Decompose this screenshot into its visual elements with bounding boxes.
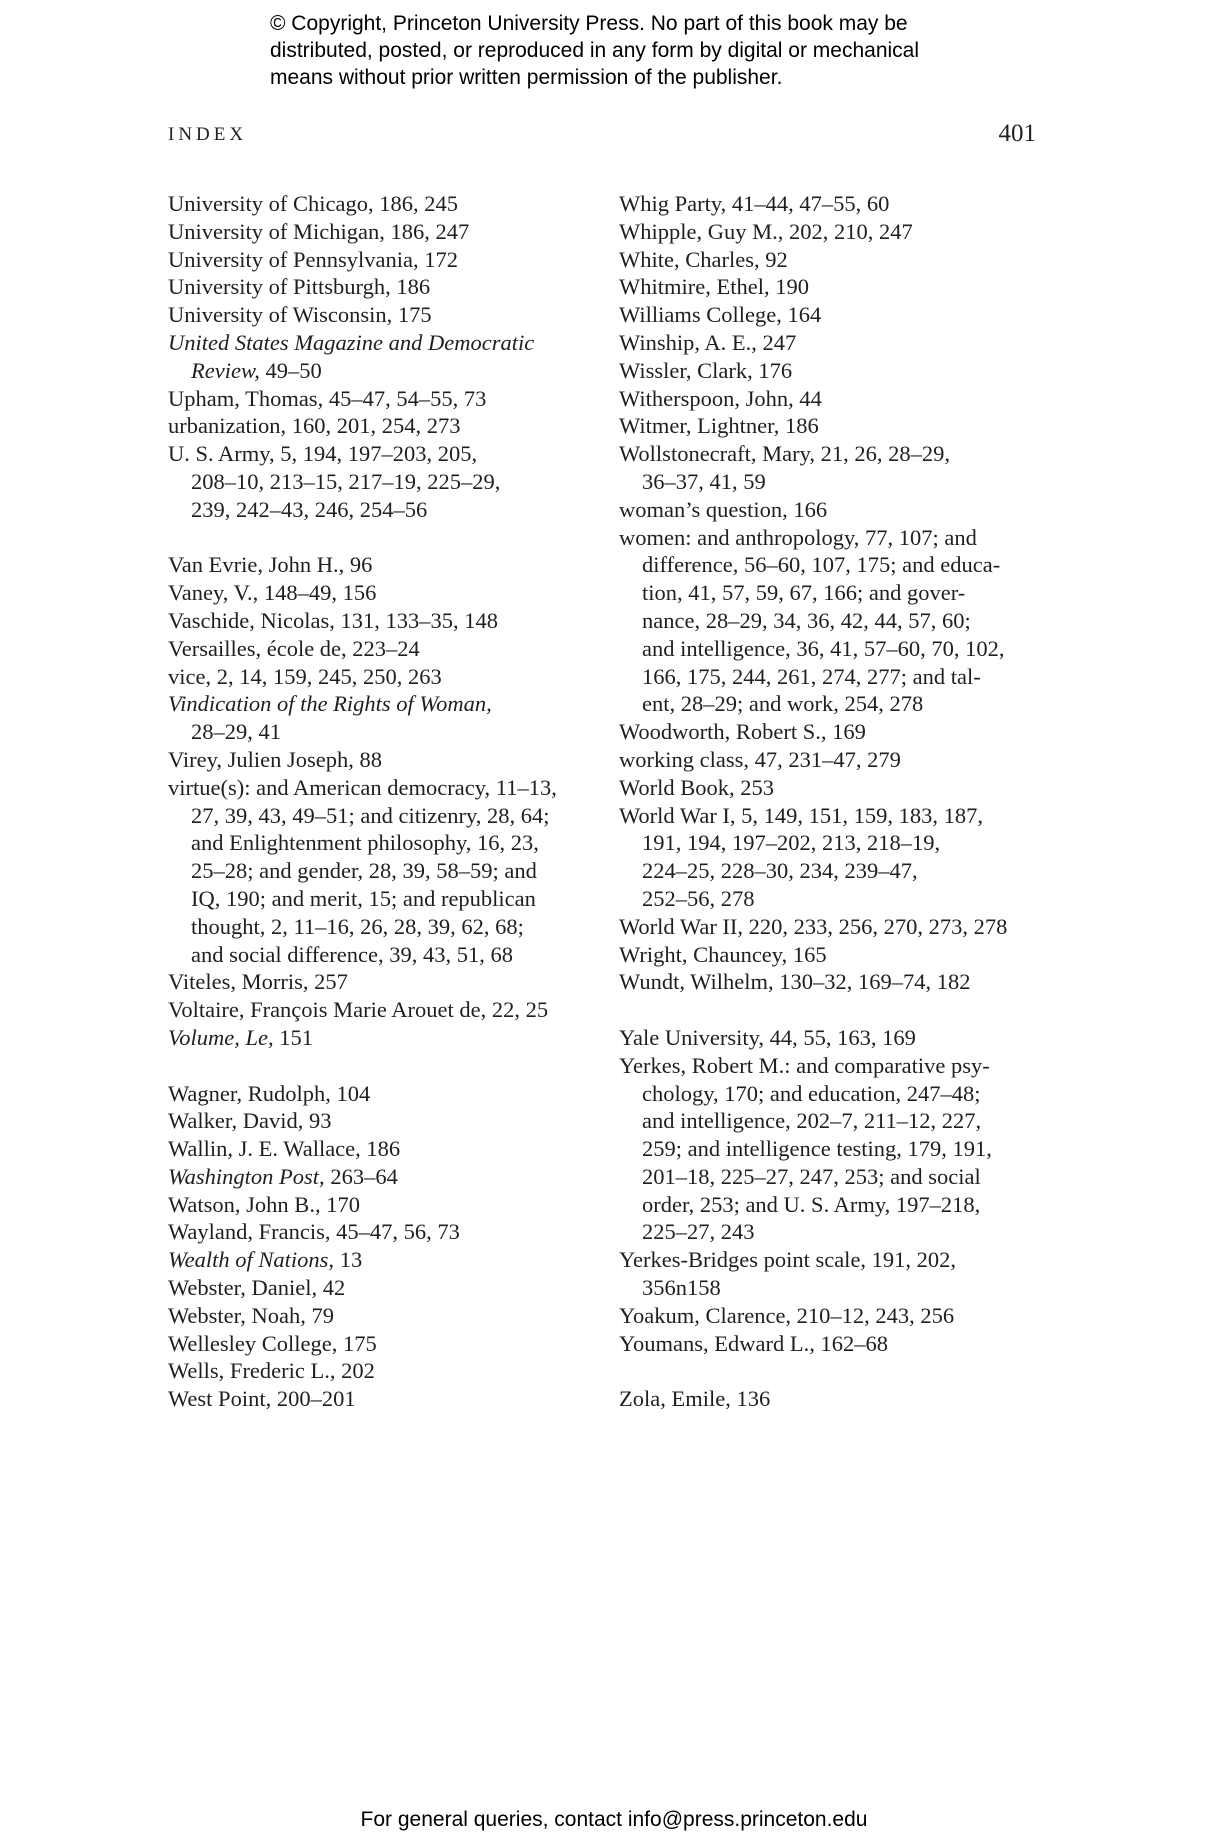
- index-entry-text: 49–50: [259, 357, 322, 383]
- index-entry-text: Vaschide, Nicolas, 131, 133–35, 148: [168, 607, 498, 633]
- index-entry: [619, 412, 1039, 440]
- index-entry: [168, 1246, 598, 1274]
- index-entry-text: Youmans, Edward L., 162–68: [619, 1330, 888, 1356]
- index-entry-text: 28–29, 41: [191, 719, 281, 745]
- index-entry-text: Wells, Frederic L., 202: [168, 1358, 375, 1384]
- index-entry-text: Wollstonecraft, Mary, 21, 26, 28–29, 36–37, 41, 59: [619, 441, 951, 494]
- index-entry-text: Voltaire, François Marie Arouet de, 22, 25: [168, 997, 549, 1023]
- index-entry-text: Wallin, J. E. Wallace, 186: [168, 1136, 401, 1162]
- index-entry: [168, 190, 598, 218]
- page-number: 401: [998, 120, 1036, 147]
- index-entry: [168, 635, 598, 663]
- index-column-right: [619, 190, 1039, 1413]
- index-entry-text: U. S. Army, 5, 194, 197–203, 205, 208–10, 213–15, 217–19, 225–29, 239, 242–43, 246, 254–56: [168, 441, 501, 522]
- index-entry-text: Walker, David, 93: [168, 1108, 332, 1134]
- copyright-line: means without prior written permission of the publisher.: [270, 66, 783, 89]
- index-entry-title: Vindication of the Rights of Woman,: [168, 691, 492, 717]
- index-entry: [619, 718, 1039, 746]
- index-entry: [619, 385, 1039, 413]
- index-entry: [619, 440, 1039, 496]
- index-entry: [168, 1080, 598, 1108]
- index-entry: [619, 329, 1039, 357]
- index-entry-title: United States Magazine and Democratic Review,: [168, 329, 535, 383]
- index-entry-text: Witherspoon, John, 44: [619, 385, 822, 411]
- index-entry-text: Wissler, Clark, 176: [619, 357, 793, 383]
- index-entry: [168, 1135, 598, 1163]
- index-entry: [619, 1385, 1039, 1413]
- index-entry: [168, 1385, 598, 1413]
- letter-group-gap: [168, 1052, 598, 1080]
- index-entry: [168, 746, 598, 774]
- index-entry: [168, 218, 598, 246]
- index-entry-text: Whitmire, Ethel, 190: [619, 274, 809, 300]
- index-entry: [168, 551, 598, 579]
- index-column-left: [168, 190, 598, 1413]
- index-entry-text: University of Pittsburgh, 186: [168, 274, 431, 300]
- index-entry-text: Viteles, Morris, 257: [168, 969, 348, 995]
- index-entry-text: Yerkes, Robert M.: and comparative psy- chology, 170; and education, 247–48; and intelligence, 202–7, 211–12, 227, 259; and intelligence testing, 179, 191, 201–18, 225–27, 247, 253; and social order, 253; and U. S. Army, 197–218, 225–27, 243: [619, 1052, 992, 1245]
- index-entry: [619, 273, 1039, 301]
- index-entry-text: Vaney, V., 148–49, 156: [168, 580, 377, 606]
- index-entry-text: World Book, 253: [619, 774, 775, 800]
- index-entry: [168, 968, 598, 996]
- index-entry: [168, 412, 598, 440]
- index-entry-text: World War II, 220, 233, 256, 270, 273, 278: [619, 913, 1008, 939]
- index-entry-text: University of Wisconsin, 175: [168, 302, 432, 328]
- index-entry: [619, 746, 1039, 774]
- index-entry-text: Webster, Noah, 79: [168, 1302, 334, 1328]
- index-entry-title: Volume, Le,: [168, 1024, 274, 1050]
- index-entry-text: women: and anthropology, 77, 107; and difference, 56–60, 107, 175; and educa- tion, 41, 57, 59, 67, 166; and gover- nance, 28–29, 34, 36, 42, 44, 57, 60; and intelligence, 36, 41, 57–60, 70, 102, 166, 175, 244, 261, 274, 277; and tal- ent, 28–29; and work, 254, 278: [619, 524, 1005, 717]
- index-entry-text: Wundt, Wilhelm, 130–32, 169–74, 182: [619, 969, 971, 995]
- footer-contact: For general queries, contact info@press.princeton.edu: [360, 1808, 868, 1831]
- index-entry: [619, 968, 1039, 996]
- index-entry: [619, 941, 1039, 969]
- index-entry: [619, 1330, 1039, 1358]
- index-entry: [619, 357, 1039, 385]
- index-entry: [168, 579, 598, 607]
- index-entry-text: Watson, John B., 170: [168, 1191, 360, 1217]
- copyright-notice: [270, 10, 1030, 91]
- index-entry: [168, 1218, 598, 1246]
- index-entry: [619, 1052, 1039, 1247]
- index-entry-text: West Point, 200–201: [168, 1386, 356, 1412]
- index-entry-text: University of Michigan, 186, 247: [168, 218, 470, 244]
- index-entry-text: Wright, Chauncey, 165: [619, 941, 827, 967]
- index-entry: [168, 246, 598, 274]
- index-entry: [168, 1024, 598, 1052]
- index-entry-title: Wealth of Nations,: [168, 1247, 335, 1273]
- index-entry: [168, 996, 598, 1024]
- index-entry-text: Wayland, Francis, 45–47, 56, 73: [168, 1219, 460, 1245]
- copyright-line: © Copyright, Princeton University Press. No part of this book may be: [270, 12, 908, 35]
- index-entry: [619, 301, 1039, 329]
- index-entry: [168, 1163, 598, 1191]
- index-entry-text: urbanization, 160, 201, 254, 273: [168, 413, 461, 439]
- index-entry: [619, 802, 1039, 913]
- index-entry-text: Woodworth, Robert S., 169: [619, 719, 866, 745]
- index-entry: [168, 1330, 598, 1358]
- index-entry-text: White, Charles, 92: [619, 246, 788, 272]
- index-entry-text: vice, 2, 14, 159, 245, 250, 263: [168, 663, 442, 689]
- letter-group-gap: [168, 524, 598, 552]
- index-entry-text: Van Evrie, John H., 96: [168, 552, 373, 578]
- index-entry-text: Wagner, Rudolph, 104: [168, 1080, 371, 1106]
- index-entry: [619, 1302, 1039, 1330]
- index-entry-text: Upham, Thomas, 45–47, 54–55, 73: [168, 385, 487, 411]
- index-entry-text: Webster, Daniel, 42: [168, 1275, 346, 1301]
- index-entry: [168, 329, 598, 385]
- index-entry: [619, 246, 1039, 274]
- index-entry: [619, 190, 1039, 218]
- index-entry: [168, 607, 598, 635]
- index-entry-text: Zola, Emile, 136: [619, 1386, 771, 1412]
- index-entry: [619, 524, 1039, 719]
- index-entry-text: woman’s question, 166: [619, 496, 828, 522]
- index-entry: [619, 774, 1039, 802]
- index-entry-text: University of Chicago, 186, 245: [168, 191, 458, 216]
- index-entry-title: Washington Post,: [168, 1163, 325, 1189]
- index-entry: [168, 1274, 598, 1302]
- copyright-line: distributed, posted, or reproduced in any form by digital or mechanical: [270, 39, 920, 62]
- index-entry: [168, 1302, 598, 1330]
- index-entry-text: Yale University, 44, 55, 163, 169: [619, 1024, 916, 1050]
- index-entry: [619, 496, 1039, 524]
- index-entry-text: working class, 47, 231–47, 279: [619, 746, 901, 772]
- index-entry: [168, 663, 598, 691]
- index-entry: [619, 218, 1039, 246]
- index-entry-text: World War I, 5, 149, 151, 159, 183, 187, 191, 194, 197–202, 213, 218–19, 224–25, 228–30, 234, 239–47, 252–56, 278: [619, 802, 984, 911]
- index-entry: [168, 301, 598, 329]
- index-entry-text: 13: [334, 1247, 363, 1273]
- index-entry: [168, 690, 598, 746]
- running-head: INDEX: [168, 124, 248, 145]
- index-entry-text: Virey, Julien Joseph, 88: [168, 746, 383, 772]
- index-entry-text: Williams College, 164: [619, 302, 822, 328]
- index-entry-text: Versailles, école de, 223–24: [168, 635, 420, 661]
- index-entry-text: Winship, A. E., 247: [619, 329, 797, 355]
- index-entry: [619, 1024, 1039, 1052]
- index-entry-text: virtue(s): and American democracy, 11–13, 27, 39, 43, 49–51; and citizenry, 28, 64; and Enlightenment philosophy, 16, 23, 25–28; and gender, 28, 39, 58–59; and IQ, 190; and merit, 15; and republican thought, 2, 11–16, 26, 28, 39, 62, 68; and social difference, 39, 43, 51, 68: [168, 774, 557, 967]
- index-entry: [168, 385, 598, 413]
- index-entry-text: Yerkes-Bridges point scale, 191, 202, 356n158: [619, 1247, 957, 1301]
- index-entry: [619, 1246, 1039, 1302]
- index-entry-text: 151: [273, 1024, 313, 1050]
- index-entry: [168, 440, 598, 523]
- index-entry-text: 263–64: [324, 1163, 398, 1189]
- index-entry-text: University of Pennsylvania, 172: [168, 246, 458, 272]
- letter-group-gap: [619, 1357, 1039, 1385]
- index-entry: [168, 1107, 598, 1135]
- letter-group-gap: [619, 996, 1039, 1024]
- index-entry-text: Yoakum, Clarence, 210–12, 243, 256: [619, 1302, 955, 1328]
- index-entry-text: Wellesley College, 175: [168, 1330, 377, 1356]
- index-entry-text: Whipple, Guy M., 202, 210, 247: [619, 218, 913, 244]
- index-entry: [168, 1357, 598, 1385]
- index-entry-text: Witmer, Lightner, 186: [619, 413, 819, 439]
- index-entry: [168, 1191, 598, 1219]
- index-entry-text: Whig Party, 41–44, 47–55, 60: [619, 191, 890, 216]
- index-entry: [168, 273, 598, 301]
- index-entry: [619, 913, 1039, 941]
- index-entry: [168, 774, 598, 969]
